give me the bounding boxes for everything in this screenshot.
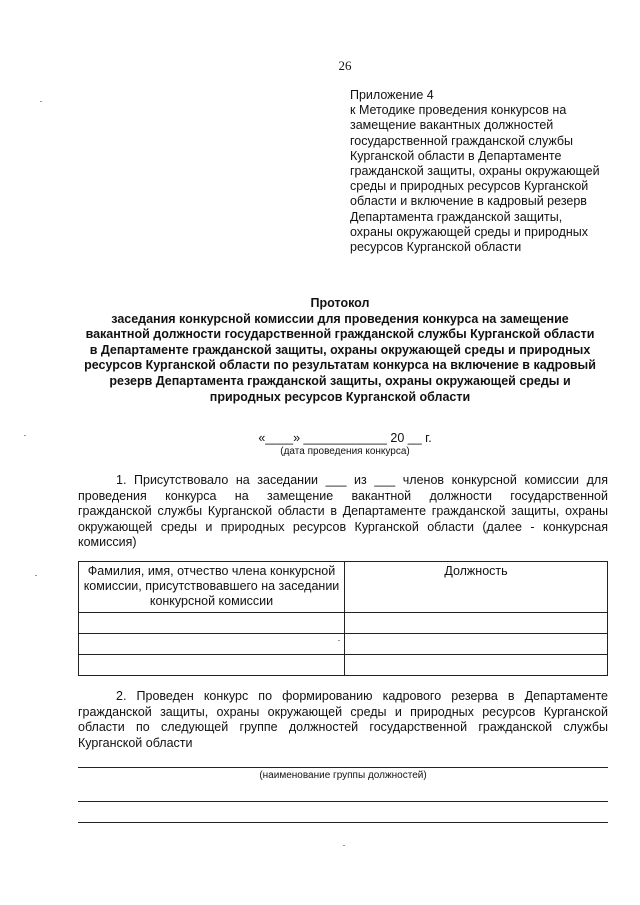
appendix-line: области и включение в кадровый резерв: [350, 194, 587, 209]
appendix-line: Приложение 4: [350, 88, 434, 102]
position-group-caption: (наименование группы должностей): [259, 770, 427, 781]
table-row: [79, 655, 608, 676]
header-position: Должность: [345, 562, 608, 613]
scan-speck: [343, 845, 345, 846]
scan-speck: [40, 101, 42, 102]
fill-in-line: [78, 801, 608, 802]
scan-speck: [35, 575, 37, 576]
appendix-line: среды и природных ресурсов Курганской: [350, 179, 589, 194]
paragraph-line: гражданской службы Курганской области в Департаменте гражданской защиты, охраны: [78, 504, 608, 519]
paragraph-line: 1. Присутствовало на заседании ___ из ___ членов конкурсной комиссии для: [116, 473, 608, 487]
table-row: [79, 613, 608, 634]
protocol-subtitle-line: вакантной должности государственной гражданской службы Курганской области: [85, 327, 595, 342]
paragraph-line: Курганской области: [78, 735, 193, 750]
appendix-line: замещение вакантных должностей: [350, 118, 554, 133]
table-cell-name: [79, 613, 345, 634]
appendix-line: Департамента гражданской защиты,: [350, 209, 563, 224]
protocol-subtitle-line: в Департаменте гражданской защиты, охраны окружающей среды и природных: [89, 342, 591, 357]
protocol-title: Протокол: [310, 296, 370, 310]
protocol-subtitle-line: природных ресурсов Курганской области: [209, 389, 471, 404]
paragraph-line: комиссия): [78, 535, 137, 550]
fill-in-line: [78, 767, 608, 768]
paragraph-attendance: [78, 473, 608, 551]
commission-members-table: [78, 561, 608, 676]
fill-in-line: [78, 822, 608, 823]
protocol-subtitle-line: ресурсов Курганской области по результатам конкурса на включение в кадровый: [84, 358, 596, 373]
appendix-line: гражданской защиты, охраны окружающей: [350, 164, 600, 179]
paragraph-line: области по следующей группе должностей государственной гражданской службы: [78, 720, 608, 735]
table-cell-name: [79, 634, 345, 655]
appendix-line: Курганской области в Департаменте: [350, 148, 562, 163]
paragraph-contest: [78, 689, 608, 751]
appendix-line: ресурсов Курганской области: [350, 240, 522, 255]
scan-speck: [338, 640, 340, 641]
table-cell-position: [345, 613, 608, 634]
paragraph-line: проведения конкурса на замещение вакантной должности государственной: [78, 488, 608, 503]
table-cell-name: [79, 655, 345, 676]
appendix-line: государственной гражданской службы: [350, 133, 573, 148]
date-line: «____» ____________ 20 __ г.: [258, 431, 432, 445]
paragraph-line: окружающей среды и природных ресурсов Курганской области (далее - конкурсная: [78, 519, 608, 534]
appendix-note: [350, 88, 620, 255]
appendix-line: охраны окружающей среды и природных: [350, 224, 589, 239]
protocol-subtitle-line: резерв Департамента гражданской защиты, охраны окружающей среды и: [109, 373, 571, 388]
table-row: [79, 634, 608, 655]
protocol-heading: [60, 296, 620, 405]
protocol-subtitle-line: заседания конкурсной комиссии для проведения конкурса на замещение: [111, 311, 569, 326]
table-cell-position: [345, 655, 608, 676]
table-cell-position: [345, 634, 608, 655]
header-full-name: Фамилия, имя, отчество члена конкурсной комиссии, присутствовавшего на заседании конкурсной комиссии: [79, 562, 345, 613]
paragraph-line: гражданской защиты, охраны окружающей среды и природных ресурсов Курганской: [78, 704, 608, 719]
date-caption: (дата проведения конкурса): [280, 446, 410, 457]
table-header-row: [79, 562, 608, 613]
scan-speck: [24, 435, 26, 436]
appendix-line: к Методике проведения конкурсов на: [350, 103, 567, 118]
page-number: 26: [338, 58, 352, 73]
paragraph-line: 2. Проведен конкурс по формированию кадрового резерва в Департаменте: [116, 689, 608, 703]
